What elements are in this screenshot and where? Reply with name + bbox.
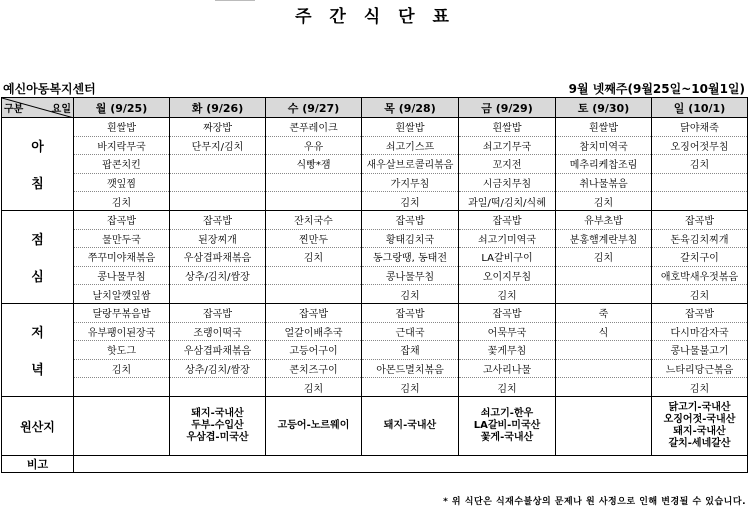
breakfast-menu-item bbox=[266, 192, 362, 211]
lunch-menu-item: 잡곡밥 bbox=[459, 211, 556, 230]
breakfast-menu-item: 쇠고기무국 bbox=[459, 136, 556, 155]
origin-line: 돼지-국내산 bbox=[383, 420, 437, 431]
lunch-menu-item: 잡곡밥 bbox=[74, 211, 170, 230]
dinner-menu-item: 꽃게무침 bbox=[459, 341, 556, 360]
day-header-sun: 일 (10/1) bbox=[652, 98, 748, 118]
dinner-menu-item: 어묵무국 bbox=[459, 322, 556, 341]
lunch-menu-item: 물만두국 bbox=[74, 229, 170, 248]
note-label: 비고 bbox=[2, 456, 74, 473]
origin-line: 돼지-국내산 bbox=[191, 408, 244, 419]
dinner-row bbox=[2, 322, 748, 341]
breakfast-row bbox=[2, 136, 748, 155]
dinner-menu-item: 유부팽이된장국 bbox=[74, 322, 170, 341]
dinner-menu-item: 잡채 bbox=[362, 341, 459, 360]
day-header-sat: 토 (9/30) bbox=[556, 98, 652, 118]
breakfast-row bbox=[2, 155, 748, 174]
origin-cell bbox=[652, 397, 748, 456]
breakfast-row bbox=[2, 118, 748, 137]
origin-line: 두부-수입산 bbox=[191, 420, 244, 431]
lunch-menu-item: 김치 bbox=[459, 285, 556, 304]
breakfast-menu-item: 흰쌀밥 bbox=[74, 118, 170, 137]
dinner-menu-item: 콘치즈구이 bbox=[266, 359, 362, 378]
corner-label-category: 구분 bbox=[4, 104, 24, 115]
origin-line: 쇠고기-한우 bbox=[480, 408, 534, 419]
dinner-menu-item: 핫도그 bbox=[74, 341, 170, 360]
lunch-label-top: 점 bbox=[31, 233, 44, 248]
lunch-menu-item: 김치 bbox=[652, 285, 748, 304]
page-title: 주 간 식 단 표 bbox=[295, 7, 455, 27]
origin-cell bbox=[556, 397, 652, 456]
dinner-menu-item bbox=[556, 378, 652, 397]
origin-label: 원산지 bbox=[2, 397, 74, 456]
breakfast-menu-item: 참치미역국 bbox=[556, 136, 652, 155]
dinner-menu-item bbox=[170, 378, 266, 397]
dinner-label bbox=[2, 304, 74, 397]
origin-cell bbox=[362, 397, 459, 456]
dinner-label-bottom: 녁 bbox=[31, 363, 44, 378]
breakfast-menu-item: 팝콘치킨 bbox=[74, 155, 170, 174]
dinner-menu-item: 잡곡밥 bbox=[170, 304, 266, 323]
origin-row bbox=[2, 397, 748, 456]
breakfast-label bbox=[2, 118, 74, 211]
dinner-menu-item: 잡곡밥 bbox=[362, 304, 459, 323]
dinner-menu-item: 다시마감자국 bbox=[652, 322, 748, 341]
lunch-menu-item: 김치 bbox=[556, 248, 652, 267]
origin-line: 우삼겹-미국산 bbox=[186, 432, 249, 443]
menu-body bbox=[2, 118, 748, 473]
origin-cell bbox=[459, 397, 556, 456]
lunch-row bbox=[2, 285, 748, 304]
dinner-menu-item: 김치 bbox=[266, 378, 362, 397]
lunch-menu-item: 콩나물무침 bbox=[74, 266, 170, 285]
dinner-row bbox=[2, 378, 748, 397]
breakfast-row bbox=[2, 173, 748, 192]
breakfast-menu-item: 김치 bbox=[362, 192, 459, 211]
day-header-fri: 금 (9/29) bbox=[459, 98, 556, 118]
corner-label-day: 요일 bbox=[51, 104, 71, 115]
lunch-menu-item bbox=[266, 285, 362, 304]
period-label: 9월 넷째주(9월25일~10월1일) bbox=[568, 82, 745, 96]
lunch-menu-item: 잡곡밥 bbox=[170, 211, 266, 230]
lunch-menu-item: 된장찌개 bbox=[170, 229, 266, 248]
lunch-menu-item: 쭈꾸미야채볶음 bbox=[74, 248, 170, 267]
breakfast-menu-item: 취나물볶음 bbox=[556, 173, 652, 192]
dinner-menu-item: 식 bbox=[556, 322, 652, 341]
lunch-menu-item: 우삼겹파채볶음 bbox=[170, 248, 266, 267]
breakfast-menu-item bbox=[170, 192, 266, 211]
breakfast-menu-item: 시금치무침 bbox=[459, 173, 556, 192]
breakfast-row bbox=[2, 192, 748, 211]
day-header-wed: 수 (9/27) bbox=[266, 98, 362, 118]
dinner-menu-item bbox=[74, 378, 170, 397]
header-corner bbox=[2, 98, 74, 118]
dinner-menu-item: 근대국 bbox=[362, 322, 459, 341]
breakfast-menu-item: 짜장밥 bbox=[170, 118, 266, 137]
lunch-menu-item bbox=[266, 266, 362, 285]
breakfast-label-top: 아 bbox=[31, 140, 44, 155]
dinner-menu-item bbox=[556, 341, 652, 360]
dinner-menu-item: 죽 bbox=[556, 304, 652, 323]
lunch-menu-item: 찐만두 bbox=[266, 229, 362, 248]
dinner-menu-item: 달랑무볶음밥 bbox=[74, 304, 170, 323]
dinner-menu-item: 잡곡밥 bbox=[652, 304, 748, 323]
center-name: 예신아동복지센터 bbox=[3, 82, 96, 96]
breakfast-menu-item: 김치 bbox=[652, 155, 748, 174]
breakfast-menu-item: 김치 bbox=[74, 192, 170, 211]
lunch-menu-item: 돈육김치찌개 bbox=[652, 229, 748, 248]
dinner-menu-item: 김치 bbox=[652, 378, 748, 397]
breakfast-menu-item: 흰쌀밥 bbox=[556, 118, 652, 137]
lunch-menu-item: 날치알깻잎쌈 bbox=[74, 285, 170, 304]
dinner-menu-item bbox=[556, 359, 652, 378]
dinner-row bbox=[2, 359, 748, 378]
dinner-menu-item: 조랭이떡국 bbox=[170, 322, 266, 341]
lunch-menu-item bbox=[556, 285, 652, 304]
lunch-menu-item bbox=[170, 285, 266, 304]
breakfast-menu-item: 단무지/김치 bbox=[170, 136, 266, 155]
dinner-menu-item: 느타리당근볶음 bbox=[652, 359, 748, 378]
header-row bbox=[2, 98, 748, 118]
origin-line: 오징어젓-국내산 bbox=[663, 414, 736, 425]
lunch-menu-item: LA갈비구이 bbox=[459, 248, 556, 267]
dinner-menu-item: 상추/김치/쌈장 bbox=[170, 359, 266, 378]
breakfast-menu-item: 흰쌀밥 bbox=[459, 118, 556, 137]
dinner-menu-item: 김치 bbox=[74, 359, 170, 378]
note-cell bbox=[74, 456, 748, 473]
title-rule bbox=[215, 0, 255, 1]
lunch-menu-item: 오이지무침 bbox=[459, 266, 556, 285]
lunch-menu-item: 잔치국수 bbox=[266, 211, 362, 230]
lunch-menu-item: 유부초밥 bbox=[556, 211, 652, 230]
lunch-label bbox=[2, 211, 74, 304]
dinner-menu-item: 잡곡밥 bbox=[266, 304, 362, 323]
breakfast-menu-item: 우유 bbox=[266, 136, 362, 155]
breakfast-menu-item: 쇠고기스프 bbox=[362, 136, 459, 155]
footnote: * 위 식단은 식재수불상의 문제나 원 사정으로 인해 변경될 수 있습니다. bbox=[443, 497, 746, 507]
breakfast-label-bottom: 침 bbox=[31, 177, 44, 192]
lunch-menu-item: 분홍햄계란부침 bbox=[556, 229, 652, 248]
lunch-menu-item: 애호박새우젓볶음 bbox=[652, 266, 748, 285]
breakfast-menu-item: 김치 bbox=[556, 192, 652, 211]
origin-line: 고등어-노르웨이 bbox=[277, 420, 350, 431]
lunch-menu-item: 콩나물무침 bbox=[362, 266, 459, 285]
lunch-menu-item: 동그랑땡, 동태전 bbox=[362, 248, 459, 267]
origin-line: 꽃게-국내산 bbox=[480, 432, 534, 443]
breakfast-menu-item: 콘푸레이크 bbox=[266, 118, 362, 137]
breakfast-menu-item bbox=[652, 173, 748, 192]
origin-cell bbox=[266, 397, 362, 456]
breakfast-menu-item: 꼬지전 bbox=[459, 155, 556, 174]
dinner-menu-item: 김치 bbox=[459, 378, 556, 397]
breakfast-menu-item: 흰쌀밥 bbox=[362, 118, 459, 137]
origin-line: LA갈비-미국산 bbox=[473, 420, 541, 431]
day-header-tue: 화 (9/26) bbox=[170, 98, 266, 118]
lunch-label-bottom: 심 bbox=[31, 270, 44, 285]
dinner-row bbox=[2, 304, 748, 323]
origin-line: 돼지-국내산 bbox=[673, 426, 726, 437]
lunch-menu-item: 갈치구이 bbox=[652, 248, 748, 267]
breakfast-menu-item: 오징어젓무침 bbox=[652, 136, 748, 155]
dinner-menu-item: 얼갈이배추국 bbox=[266, 322, 362, 341]
dinner-menu-item: 고등어구이 bbox=[266, 341, 362, 360]
lunch-row bbox=[2, 229, 748, 248]
lunch-menu-item: 잡곡밥 bbox=[362, 211, 459, 230]
lunch-row bbox=[2, 266, 748, 285]
origin-line: 닭고기-국내산 bbox=[668, 402, 731, 413]
menu-table bbox=[1, 97, 748, 473]
dinner-label-top: 저 bbox=[31, 326, 44, 341]
lunch-menu-item: 쇠고기미역국 bbox=[459, 229, 556, 248]
breakfast-menu-item: 메추리케찹조림 bbox=[556, 155, 652, 174]
breakfast-menu-item: 새우살브로콜리볶음 bbox=[362, 155, 459, 174]
dinner-menu-item: 아몬드멸치볶음 bbox=[362, 359, 459, 378]
breakfast-menu-item bbox=[170, 173, 266, 192]
lunch-menu-item: 김치 bbox=[266, 248, 362, 267]
note-row bbox=[2, 456, 748, 473]
origin-cell bbox=[74, 397, 170, 456]
day-header-mon: 월 (9/25) bbox=[74, 98, 170, 118]
day-header-thu: 목 (9/28) bbox=[362, 98, 459, 118]
breakfast-menu-item: 바지락무국 bbox=[74, 136, 170, 155]
lunch-row bbox=[2, 211, 748, 230]
lunch-menu-item: 상추/김치/쌈장 bbox=[170, 266, 266, 285]
lunch-menu-item bbox=[556, 266, 652, 285]
breakfast-menu-item: 닭야채죽 bbox=[652, 118, 748, 137]
breakfast-menu-item: 과일/떡/김치/식혜 bbox=[459, 192, 556, 211]
breakfast-menu-item: 가지무침 bbox=[362, 173, 459, 192]
dinner-menu-item: 콩나물불고기 bbox=[652, 341, 748, 360]
lunch-row bbox=[2, 248, 748, 267]
dinner-menu-item: 잡곡밥 bbox=[459, 304, 556, 323]
breakfast-menu-item bbox=[170, 155, 266, 174]
lunch-menu-item: 잡곡밥 bbox=[652, 211, 748, 230]
dinner-menu-item: 김치 bbox=[362, 378, 459, 397]
breakfast-menu-item: 깻잎찜 bbox=[74, 173, 170, 192]
dinner-menu-item: 우삼겹파채볶음 bbox=[170, 341, 266, 360]
breakfast-menu-item bbox=[266, 173, 362, 192]
origin-cell bbox=[170, 397, 266, 456]
origin-line: 갈치-세네갈산 bbox=[668, 438, 731, 449]
dinner-row bbox=[2, 341, 748, 360]
breakfast-menu-item: 식빵*잼 bbox=[266, 155, 362, 174]
dinner-menu-item: 고사리나물 bbox=[459, 359, 556, 378]
lunch-menu-item: 황태김치국 bbox=[362, 229, 459, 248]
breakfast-menu-item bbox=[652, 192, 748, 211]
lunch-menu-item: 김치 bbox=[362, 285, 459, 304]
